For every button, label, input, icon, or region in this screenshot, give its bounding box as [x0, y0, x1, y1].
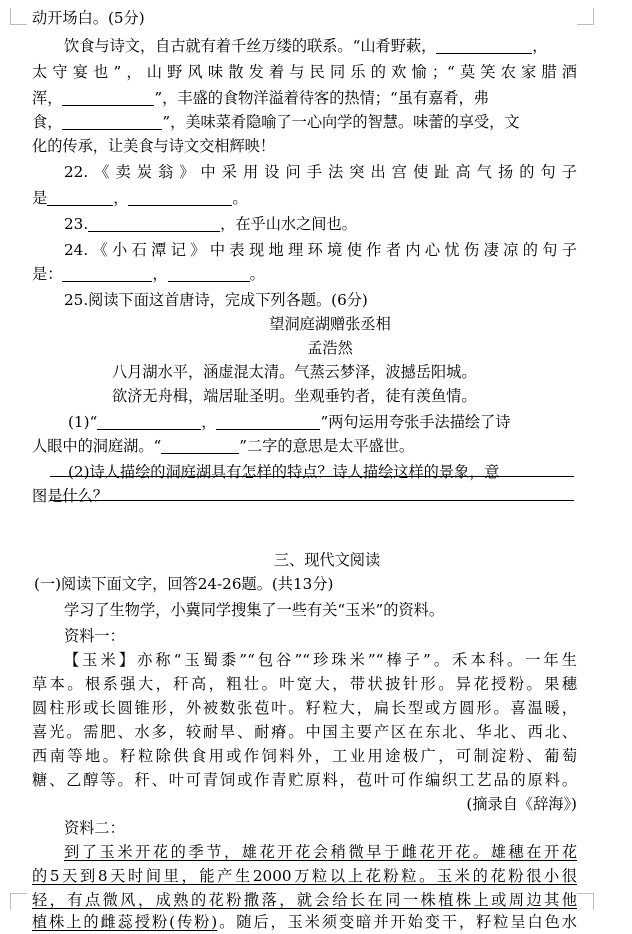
answer-blank[interactable] [168, 265, 250, 282]
text-line: 糖、乙醇等。秆、叶可青饲或作青贮原料，苞叶可作编织工艺品的原料。 [32, 771, 577, 789]
underlined-text-line: 的5天到8天时间里，能产生2000万粒以上花粉粒。玉米的花粉很小很 [32, 867, 577, 885]
poem-line: 八月湖水平，涵虚混太清。气蒸云梦泽，波撼岳阳城。 [112, 363, 477, 381]
page-corner-mark [577, 893, 594, 910]
answer-blank[interactable] [216, 413, 320, 430]
answer-blank[interactable] [128, 189, 232, 206]
question-22-answer-line: 是 ， 。 [32, 189, 248, 207]
sub-question-1: (1)“ ， ”两句运用夸张手法描绘了诗 [68, 413, 511, 431]
question-24-answer-line: 是： ， 。 [32, 265, 265, 283]
text-line: 食， ”，美味菜肴隐喻了一心向学的智慧。味蕾的享受，文 [32, 113, 520, 131]
source-citation: (摘录自《辞海》) [466, 795, 577, 813]
text-line: 学习了生物学，小冀同学搜集了一些有关“玉米”的资料。 [64, 601, 445, 619]
answer-blank[interactable] [97, 413, 201, 430]
underlined-text-line: 到了玉米开花的季节，雄花开花会稍微早于雌花开花。雄穗在开花 [64, 843, 577, 861]
text-line: 西南等地。籽粒除供食用或作饲料外，工业用途极广，可制淀粉、葡萄 [32, 747, 577, 765]
answer-blank[interactable] [161, 437, 239, 454]
sub-question-1-cont: 人眼中的洞庭湖。“ ”二字的意思是太平盛世。 [32, 437, 415, 455]
poem-title: 望洞庭湖赠张丞相 [269, 315, 391, 333]
section-heading: 三、现代文阅读 [273, 551, 381, 569]
text-line: 草本。根系强大，秆高，粗壮。叶宽大，带状披针形。异花授粉。果穗 [32, 675, 577, 693]
page-corner-mark [10, 8, 27, 25]
answer-blank[interactable] [47, 189, 113, 206]
answer-blank[interactable] [88, 215, 220, 232]
question-22: 22.《卖炭翁》中采用设问手法突出宫使趾高气扬的句子 [64, 163, 577, 181]
text-line: 动开场白。(5分) [32, 9, 145, 27]
answer-blank[interactable] [62, 265, 152, 282]
text-line: 饮食与诗文，自古就有着千丝万缕的联系。“山肴野蔌， ， [64, 37, 548, 55]
answer-blank[interactable] [436, 37, 532, 54]
underlined-text-line: 植株上的雌蕊授粉(传粉)。随后，玉米须变暗并开始变干，籽粒呈白色水 [32, 913, 577, 931]
page-corner-mark [10, 893, 27, 910]
answer-blank[interactable] [62, 89, 154, 106]
answer-rule-line[interactable] [50, 500, 574, 501]
poem-line: 欲济无舟楫，端居耻圣明。坐观垂钓者，徒有羡鱼情。 [112, 387, 477, 405]
text-line: 太守宴也”，山野风味散发着与民同乐的欢愉；“莫笑农家腊酒 [32, 63, 577, 81]
sub-question-2-cont: 图是什么？ [32, 487, 108, 505]
question-23: 23. ，在乎山水之间也。 [64, 215, 357, 233]
question-25: 25.阅读下面这首唐诗，完成下列各题。(6分) [64, 291, 368, 309]
text-line: 化的传承，让美食与诗文交相辉映！ [32, 137, 275, 155]
text-line: 浑， ”，丰盛的食物洋溢着待客的热情；“虽有嘉肴，弗 [32, 89, 489, 107]
page-corner-mark [577, 8, 594, 25]
part-heading: (一)阅读下面文字，回答24-26题。(共13分) [34, 575, 334, 593]
sub-question-2: (2)诗人描绘的洞庭湖具有怎样的特点？诗人描绘这样的景象，意 [68, 463, 500, 481]
text-line: 【玉米】亦称“玉蜀黍”“包谷”“珍珠米”“棒子”。禾本科。一年生 [64, 651, 577, 669]
reference-label: 资料一： [64, 627, 125, 645]
underlined-text-line: 轻，有点微风，成熟的花粉撒落，就会给长在同一株植株上或周边其他 [32, 891, 577, 909]
answer-blank[interactable] [62, 113, 162, 130]
text-line: 圆柱形或长圆锥形，外被数张苞叶。籽粒大，扁长型或方圆形。喜温暖， [32, 699, 577, 717]
reference-label: 资料二： [64, 819, 125, 837]
answer-rule-line[interactable] [50, 476, 574, 477]
question-24: 24.《小石潭记》中表现地理环境使作者内心忧伤凄凉的句子 [64, 241, 577, 259]
poem-author: 孟浩然 [307, 339, 353, 357]
text-line: 喜光。需肥、水多，较耐旱、耐瘠。中国主要产区在东北、华北、西北、 [32, 723, 577, 741]
